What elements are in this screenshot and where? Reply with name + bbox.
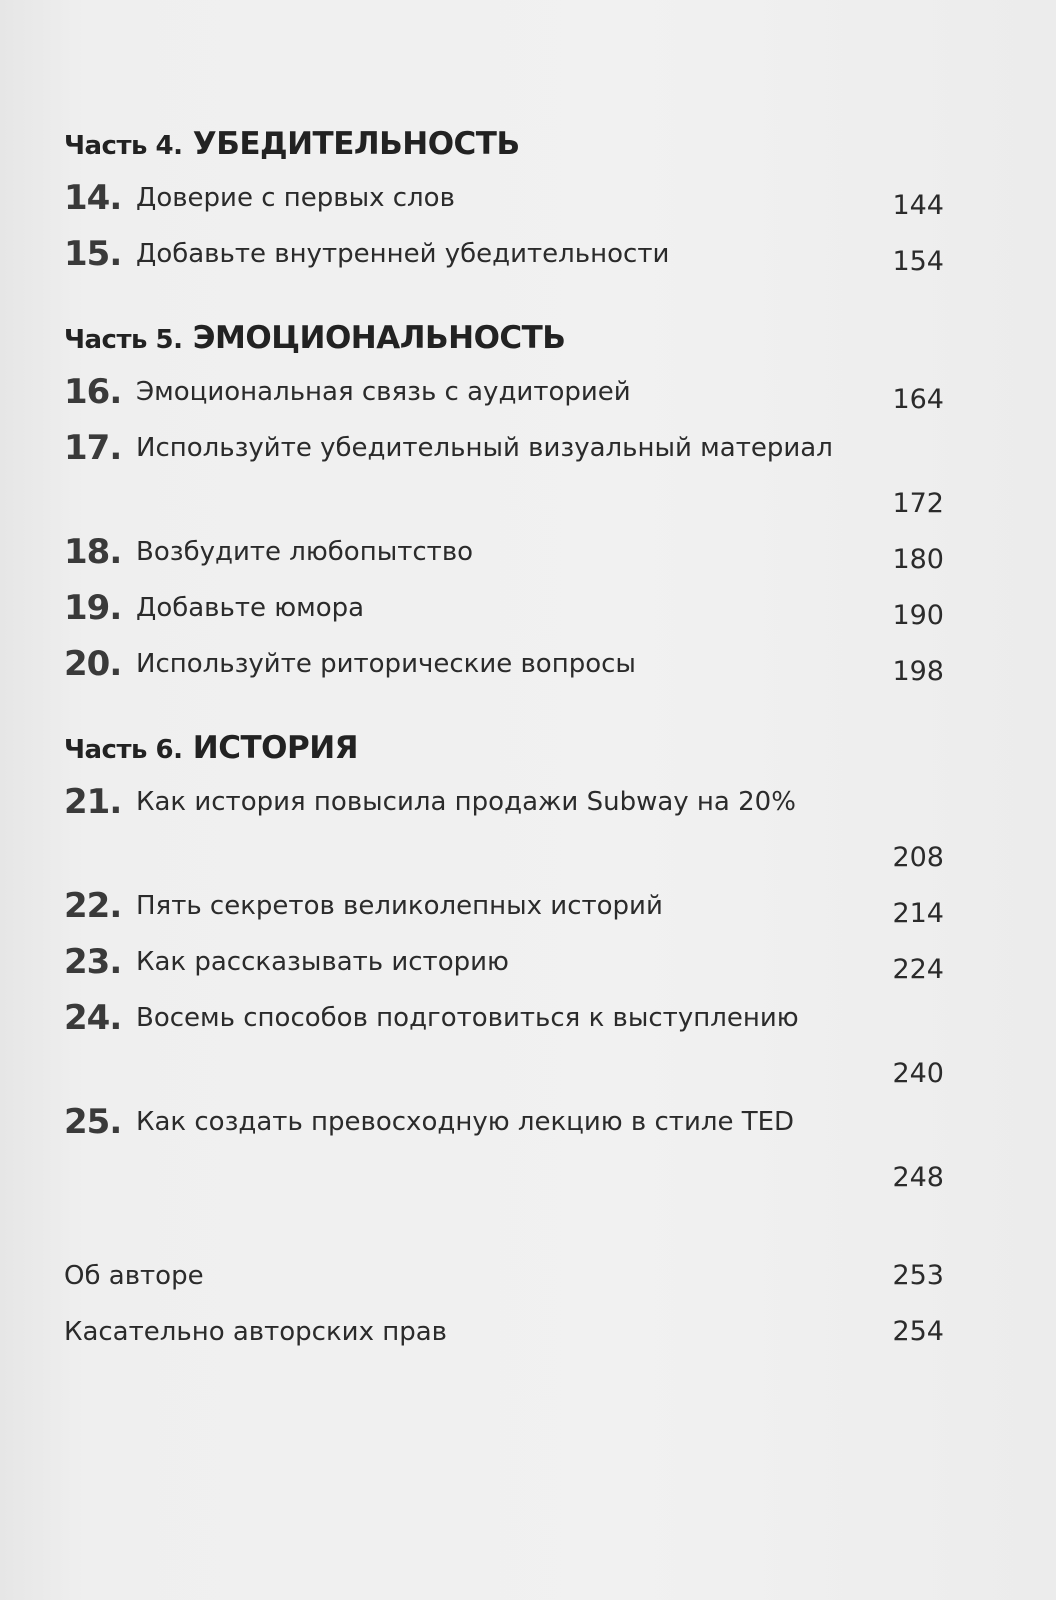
chapter-title: Пять секретов великолепных историй [136, 891, 663, 921]
part-prefix: Часть 6. [64, 735, 183, 765]
toc-entry[interactable] [64, 1098, 944, 1202]
chapter-number: 19. [64, 588, 122, 628]
page-number: 164 [892, 384, 944, 415]
page-number: 190 [892, 600, 944, 631]
page-number: 154 [892, 246, 944, 277]
spacer [64, 696, 944, 726]
chapter-number: 25. [64, 1102, 122, 1142]
toc-entry[interactable] [64, 528, 944, 584]
chapter-number: 17. [64, 428, 122, 468]
chapter-title: Как создать превосходную лекцию в стиле TED [136, 1107, 795, 1137]
part-heading [64, 316, 944, 360]
toc-entry[interactable] [64, 230, 944, 286]
chapter-number: 16. [64, 372, 122, 412]
toc-entry[interactable] [64, 584, 944, 640]
chapter-number: 22. [64, 886, 122, 926]
chapter-title: Как история повысила продажи Subway на 20% [136, 787, 796, 817]
chapter-number: 20. [64, 644, 122, 684]
toc-extra-entry[interactable] [64, 1308, 944, 1364]
toc-entry[interactable] [64, 368, 944, 424]
page-number: 144 [892, 190, 944, 221]
toc-entry[interactable] [64, 640, 944, 696]
table-of-contents [64, 122, 944, 1364]
part-prefix: Часть 4. [64, 131, 183, 161]
toc-entry[interactable] [64, 994, 944, 1098]
part-heading [64, 726, 944, 770]
page-number: 248 [892, 1162, 944, 1193]
chapter-number: 21. [64, 782, 122, 822]
chapter-title: Доверие с первых слов [136, 183, 455, 213]
toc-entry[interactable] [64, 882, 944, 938]
spacer [64, 286, 944, 316]
page-number: 224 [892, 954, 944, 985]
page-number: 214 [892, 898, 944, 929]
chapter-number: 18. [64, 532, 122, 572]
chapter-number: 15. [64, 234, 122, 274]
toc-entry[interactable] [64, 938, 944, 994]
chapter-number: 14. [64, 178, 122, 218]
chapter-title: Добавьте юмора [136, 593, 365, 623]
chapter-title: Используйте риторические вопросы [136, 649, 636, 679]
page-number: 172 [892, 488, 944, 519]
spacer [64, 1202, 944, 1252]
extra-title: Касательно авторских прав [64, 1317, 447, 1347]
page-number: 253 [892, 1260, 944, 1291]
toc-entry[interactable] [64, 424, 944, 528]
part-title: УБЕДИТЕЛЬНОСТЬ [192, 126, 520, 162]
chapter-number: 24. [64, 998, 122, 1038]
chapter-title: Эмоциональная связь с аудиторией [136, 377, 631, 407]
chapter-number: 23. [64, 942, 122, 982]
chapter-title: Используйте убедительный визуальный материал [136, 433, 833, 463]
part-heading [64, 122, 944, 166]
page-number: 198 [892, 656, 944, 687]
chapter-title: Восемь способов подготовиться к выступлению [136, 1003, 799, 1033]
chapter-title: Возбудите любопытство [136, 537, 474, 567]
page-number: 180 [892, 544, 944, 575]
chapter-title: Добавьте внутренней убедительности [136, 239, 670, 269]
toc-entry[interactable] [64, 174, 944, 230]
page-number: 208 [892, 842, 944, 873]
extra-title: Об авторе [64, 1261, 204, 1291]
part-prefix: Часть 5. [64, 325, 183, 355]
page-number: 240 [892, 1058, 944, 1089]
toc-entry[interactable] [64, 778, 944, 882]
toc-extra-entry[interactable] [64, 1252, 944, 1308]
chapter-title: Как рассказывать историю [136, 947, 509, 977]
part-title: ИСТОРИЯ [192, 730, 359, 766]
part-title: ЭМОЦИОНАЛЬНОСТЬ [192, 320, 566, 356]
page-number: 254 [892, 1316, 944, 1347]
